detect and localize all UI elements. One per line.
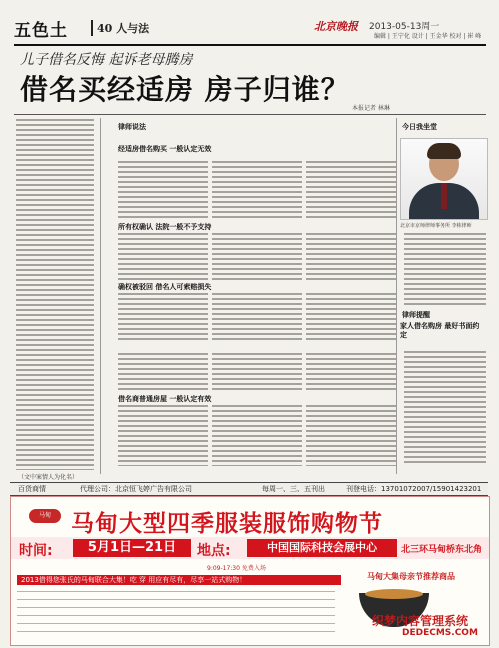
ad-title: 马甸大型四季服装服饰购物节 — [71, 511, 383, 537]
article-byline: 本报记者 林琳 — [352, 105, 390, 112]
text-block — [306, 160, 396, 220]
text-block — [306, 292, 396, 340]
text-block — [118, 160, 208, 220]
ad-time-label: 时间: — [19, 543, 53, 559]
issue-date: 2013-05-13周一 — [369, 22, 440, 32]
reminder-title: 律师提醒 — [402, 311, 430, 319]
text-block — [306, 404, 396, 466]
column-divider — [396, 118, 397, 474]
sidebar-text — [404, 350, 486, 466]
text-block — [212, 404, 302, 466]
text-block — [212, 352, 302, 392]
section-subtitle: 40 人与法 — [91, 20, 149, 36]
text-block — [118, 232, 208, 282]
text-block — [306, 352, 396, 392]
subhead-4: 借名商普通房屋 一般认定有效 — [118, 395, 212, 403]
article-note: （文中案情人为化名） — [18, 474, 79, 481]
text-block — [212, 292, 302, 340]
ad-date-range: 5月1日—21日 — [73, 539, 191, 557]
ad-venue: 中国国际科技会展中心 — [247, 539, 397, 557]
info-left: 百货商情 — [18, 485, 46, 493]
reminder-quote: 家人借名购房 最好书面约定 — [400, 322, 480, 339]
headline-rule — [14, 114, 486, 115]
editor-credits: 编辑 | 王宁化 设计 | 王金华 校对 | 崔 峰 — [374, 33, 482, 40]
ad-location: 北三环马甸桥东北角 — [401, 545, 483, 555]
today-lawyer-title: 今日我坐堂 — [402, 123, 437, 131]
section-name: 五色土 — [14, 21, 68, 41]
info-days: 每周一、三、五刊出 — [262, 485, 325, 493]
text-block — [212, 160, 302, 220]
watermark-url: DEDECMS.COM — [402, 628, 478, 638]
watermark-text: 织梦内容管理系统 — [372, 614, 469, 628]
photo-caption: 北京市京师律师事务所 李栋律师 — [400, 223, 472, 229]
column-divider — [100, 118, 101, 474]
subhead-1: 经适房借名购买 一般认定无效 — [118, 145, 212, 153]
ad-logo: 马甸 — [29, 509, 61, 523]
ad-mothers-day-title: 马甸大集母亲节推荐商品 — [367, 572, 455, 581]
text-block — [306, 232, 396, 282]
lead-text-column — [16, 118, 94, 470]
text-block — [212, 232, 302, 282]
article-kicker: 儿子借名反悔 起诉老母腾房 — [20, 52, 193, 68]
lawyer-photo — [400, 138, 488, 220]
subhead-2: 所有权确认 法院一般不予支持 — [118, 223, 212, 231]
info-agency: 代理公司：北京恒飞婷广告有限公司 — [80, 485, 192, 493]
ad-place-label: 地点: — [197, 543, 231, 559]
ad-bus-routes — [17, 589, 335, 639]
info-phone: 刊登电话：13701072007/15901423201 — [346, 485, 482, 493]
header-rule — [14, 44, 486, 46]
classified-infobar — [10, 482, 488, 496]
masthead-logo: 北京晚报 — [314, 20, 358, 33]
column-head-lawyer: 律师说法 — [118, 123, 146, 131]
sidebar-text — [404, 232, 486, 308]
ad-hours: 9:09-17:30 免费入场 — [207, 565, 266, 572]
page-header — [14, 16, 486, 44]
text-block — [118, 352, 208, 392]
text-block — [118, 404, 208, 466]
ad-promo-strip: 2013借得您张氏的马甸联合大集！吃 穿 用应有尽有，尽享一站式购物！ — [17, 575, 341, 585]
cookware-food-image — [365, 589, 423, 599]
article-headline: 借名买经适房 房子归谁？ — [20, 73, 350, 106]
text-block — [118, 292, 208, 340]
subhead-3: 确权被驳回 借名人可索赔损失 — [118, 283, 212, 291]
